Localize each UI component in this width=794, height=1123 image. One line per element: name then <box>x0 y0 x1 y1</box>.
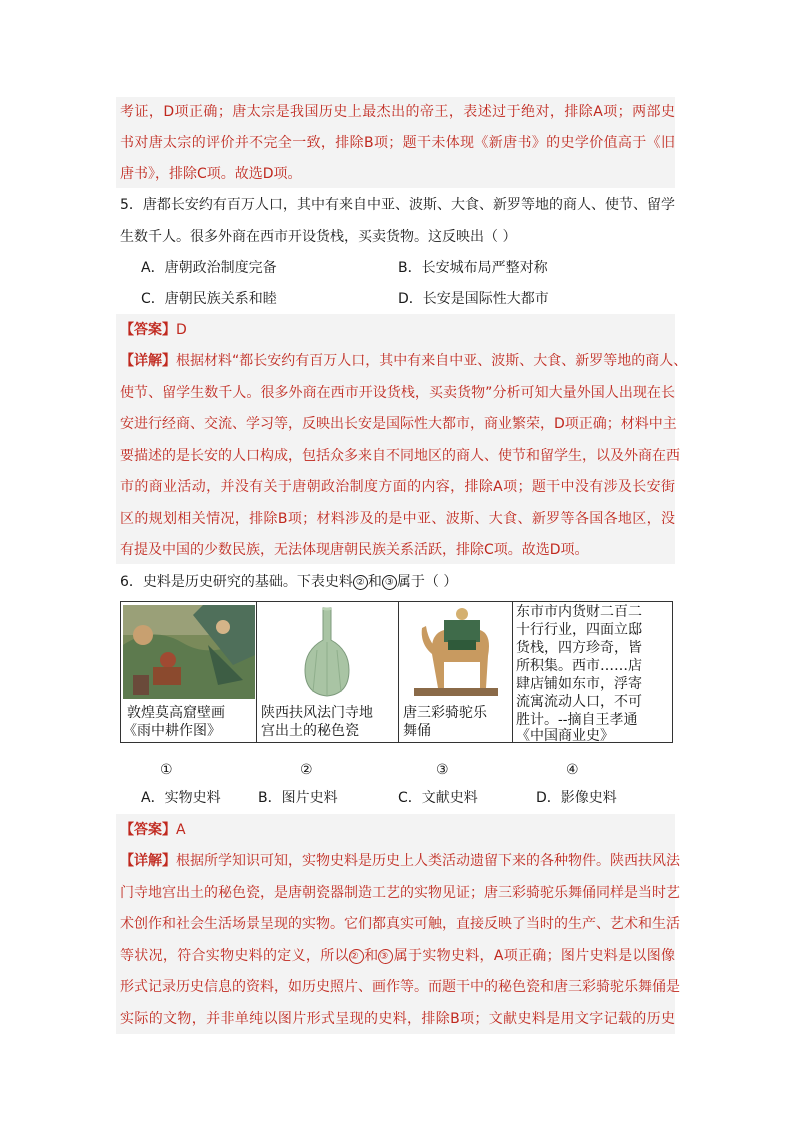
q5-stem-line-1: 5．唐都长安约有百万人口，其中有来自中亚、波斯、大食、新罗等地的商人、使节、留学 <box>120 197 675 213</box>
q6-detail-circle-3: ③ <box>378 949 393 964</box>
mural-image <box>123 605 255 699</box>
q5-option-c: C．唐朝民族关系和睦 <box>141 291 277 307</box>
table-number-2: ② <box>300 762 313 778</box>
excerpt-line-8: 《中国商业史》 <box>516 728 614 744</box>
q5-detail-label: 【详解】 <box>120 353 176 369</box>
cell-3-caption-1: 唐三彩骑驼乐 <box>403 705 487 721</box>
q6-option-c: C．文献史料 <box>398 790 478 806</box>
q5-detail-line-3: 安进行经商、交流、学习等，反映出长安是国际性大都市，商业繁荣，D项正确；材料中主 <box>120 416 677 432</box>
q6-stem-part-a: 6．史料是历史研究的基础。下表史料 <box>120 574 353 590</box>
top-explanation-line-3: 唐书》，排除C项。故选D项。 <box>120 166 302 182</box>
excerpt-line-5: 肆店铺如东市，浮寄 <box>516 676 642 692</box>
q6-stem-part-b: 属于（ ） <box>396 574 458 590</box>
q6-detail-line-4 <box>120 947 675 965</box>
excerpt-line-1: 东市市内货财二百二 <box>516 604 642 620</box>
source-table <box>120 601 673 743</box>
excerpt-line-4: 所积集。西市……店 <box>516 658 642 674</box>
q6-detail-text-1: 根据所学知识可知，实物史料是历史上人类活动遗留下来的各种物件。陕西扶风法 <box>176 853 680 869</box>
camel-figurine-image <box>410 604 502 700</box>
q5-detail-line-4: 要描述的是长安的人口构成，包括众多来自不同地区的商人、使节和留学生，以及外商在西 <box>120 448 680 464</box>
q5-answer <box>120 321 187 339</box>
q6-stem-and: 和 <box>367 574 382 590</box>
q6-option-d: D．影像史料 <box>536 790 617 806</box>
q6-detail-and: 和 <box>363 948 379 964</box>
excerpt-line-7: 胜计。--摘自王孝通 <box>516 712 638 728</box>
q5-answer-label: 【答案】 <box>120 322 176 338</box>
q6-detail-circle-2: ② <box>349 949 364 964</box>
q6-stem <box>120 573 457 591</box>
q6-stem-circle-3: ③ <box>382 575 397 590</box>
top-explanation-line-1: 考证，D项正确；唐太宗是我国历史上最杰出的帝王，表述过于绝对，排除A项；两部史 <box>120 104 675 120</box>
table-cell-4 <box>513 602 672 742</box>
q5-detail-text-1: 根据材料“都长安约有百万人口，其中有来自中亚、波斯、大食、新罗等地的商人、 <box>176 353 688 369</box>
q6-detail-line-2: 门寺地宫出土的秘色瓷，是唐朝瓷器制造工艺的实物见证；唐三彩骑驼乐舞俑同样是当时艺 <box>120 885 680 901</box>
q5-option-b: B．长安城布局严整对称 <box>398 260 548 276</box>
table-number-1: ① <box>160 762 173 778</box>
q6-detail-text-4a: 等状况，符合实物史料的定义，所以 <box>120 948 349 964</box>
celadon-vase-image <box>297 606 357 698</box>
q6-detail-line-5: 形式记录历史信息的资料，如历史照片、画作等。而题干中的秘色瓷和唐三彩骑驼乐舞俑是 <box>120 979 680 995</box>
cell-1-caption-2: 《雨中耕作图》 <box>123 723 221 739</box>
q6-detail-text-4b: 属于实物史料，A项正确；图片史料是以图像 <box>393 948 676 964</box>
q6-option-a: A．实物史料 <box>141 790 221 806</box>
q6-answer <box>120 821 186 839</box>
q6-option-b: B．图片史料 <box>258 790 338 806</box>
cell-1-caption-1: 敦煌莫高窟壁画 <box>127 705 225 721</box>
q5-detail-line-7: 有提及中国的少数民族，无法体现唐朝民族关系活跃，排除C项。故选D项。 <box>120 542 589 558</box>
q6-stem-circle-2: ② <box>353 575 368 590</box>
q6-detail-label: 【详解】 <box>120 853 176 869</box>
q6-answer-value: A <box>176 822 186 838</box>
top-explanation-line-2: 书对唐太宗的评价并不完全一致，排除B项；题干未体现《新唐书》的史学价值高于《旧 <box>120 135 675 151</box>
q5-option-d: D．长安是国际性大都市 <box>398 291 549 307</box>
q5-option-a: A．唐朝政治制度完备 <box>141 260 277 276</box>
table-number-3: ③ <box>436 762 449 778</box>
table-cell-3 <box>399 602 513 742</box>
table-cell-1 <box>121 602 257 742</box>
table-cell-2 <box>257 602 399 742</box>
q6-detail-line-6: 实际的文物，并非单纯以图片形式呈现的史料，排除B项；文献史料是用文字记载的历史 <box>120 1011 675 1027</box>
q6-detail-line-1 <box>120 852 680 870</box>
cell-2-caption-2: 宫出土的秘色瓷 <box>261 723 359 739</box>
excerpt-line-6: 流寓流动人口，不可 <box>516 694 642 710</box>
q6-detail-line-3: 术创作和社会生活场景呈现的实物。它们都真实可触，直接反映了当时的生产、艺术和生活 <box>120 916 680 932</box>
q5-detail-line-1 <box>120 352 688 370</box>
q5-detail-line-5: 市的商业活动，并没有关于唐朝政治制度方面的内容，排除A项；题干中没有涉及长安街 <box>120 479 675 495</box>
cell-2-caption-1: 陕西扶风法门寺地 <box>261 705 373 721</box>
q5-detail-line-6: 区的规划相关情况，排除B项；材料涉及的是中亚、波斯、大食、新罗等各国各地区，没 <box>120 511 675 527</box>
q5-answer-value: D <box>176 322 187 338</box>
q5-stem-line-2: 生数千人。很多外商在西市开设货栈，买卖货物。这反映出（ ） <box>120 229 517 245</box>
q6-answer-label: 【答案】 <box>120 822 176 838</box>
q5-detail-line-2: 使节、留学生数千人。很多外商在西市开设货栈，买卖货物”分析可知大量外国人出现在长 <box>120 385 675 401</box>
cell-3-caption-2: 舞俑 <box>403 723 431 739</box>
excerpt-line-3: 货栈，四方珍奇，皆 <box>516 640 642 656</box>
table-number-4: ④ <box>566 762 579 778</box>
excerpt-line-2: 十行行业，四面立邸 <box>516 622 642 638</box>
